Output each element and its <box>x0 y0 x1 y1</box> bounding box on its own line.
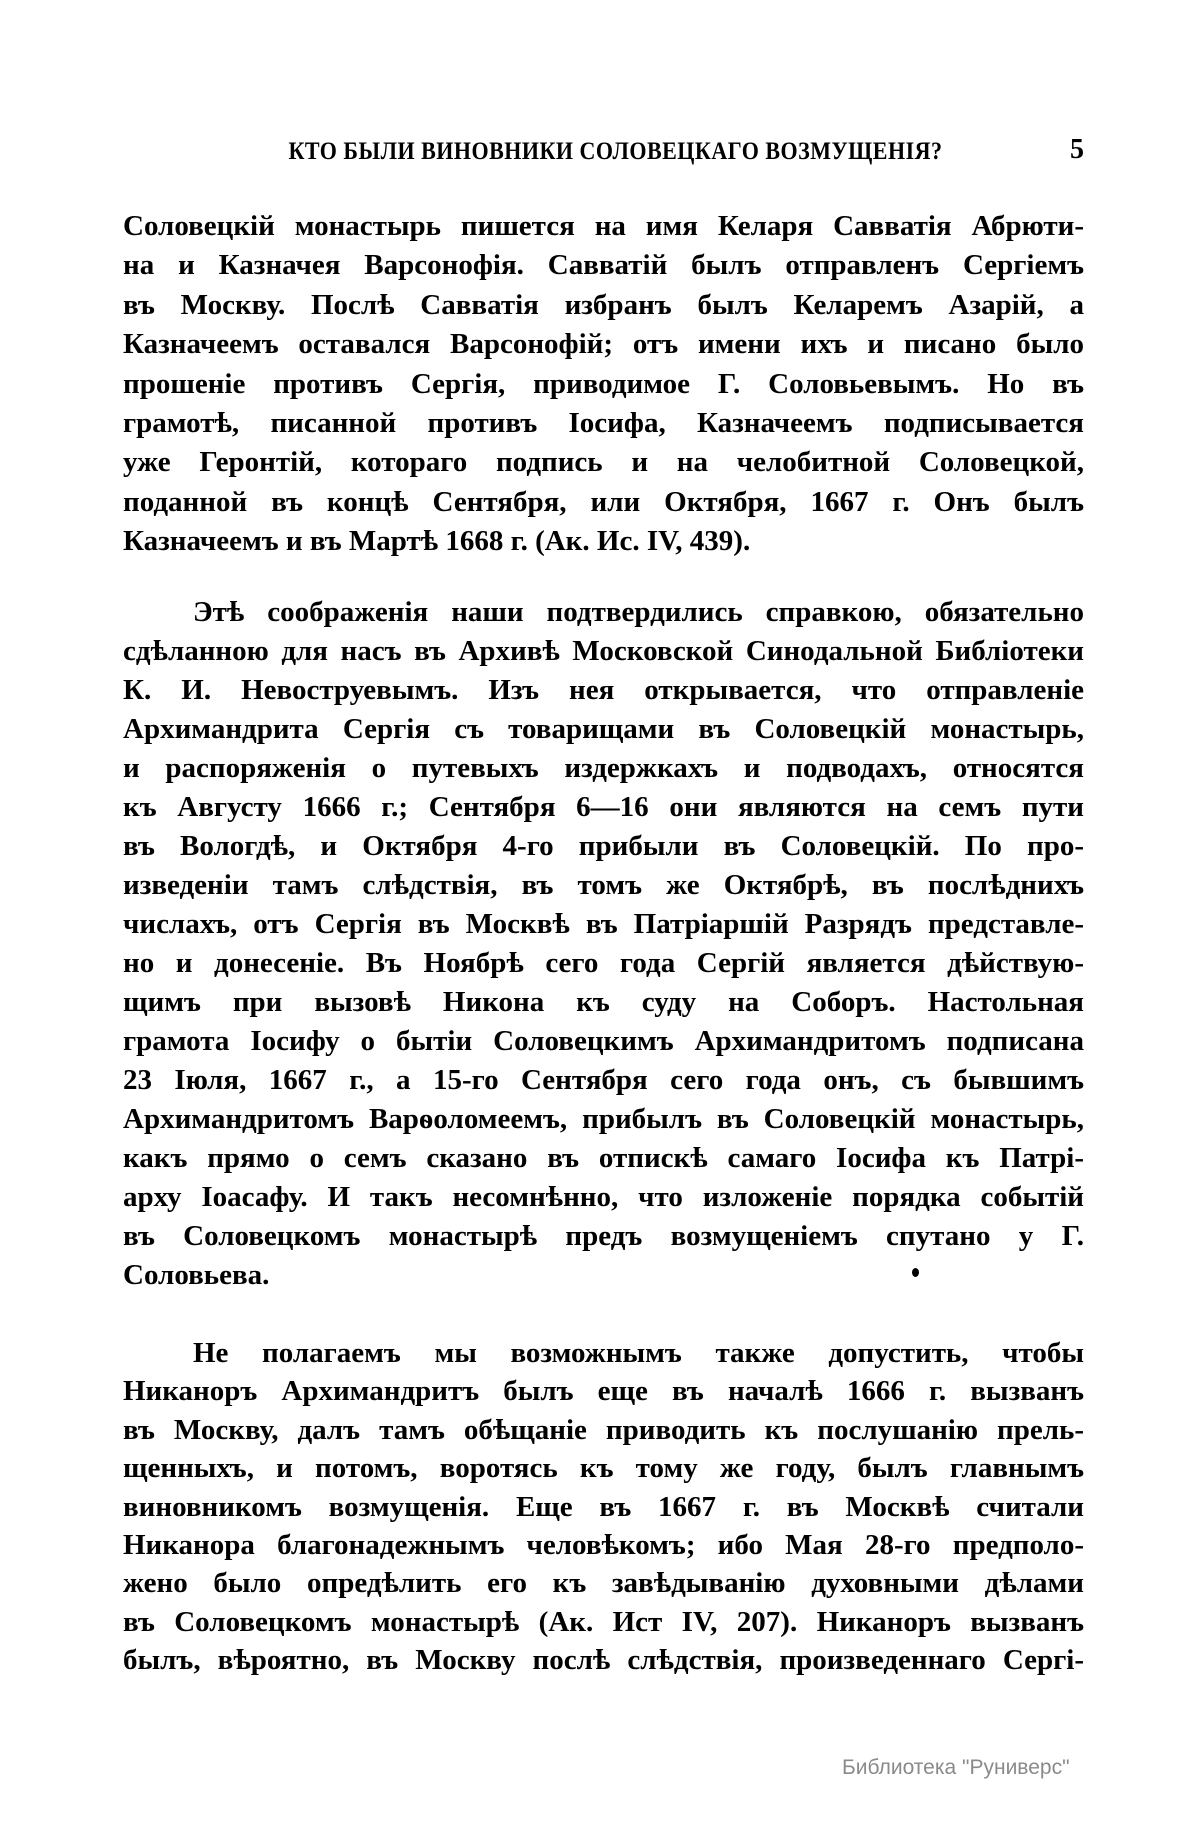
text-line: числахъ, отъ Сергія въ Москвѣ въ Патріаршій Разрядъ представле- <box>123 908 1084 940</box>
text-line: изведеніи тамъ слѣдствія, въ томъ же Октябрѣ, въ послѣднихъ <box>123 869 1084 901</box>
paragraph-2 <box>123 593 1084 1295</box>
paragraph-3 <box>123 1334 1084 1680</box>
text-line: въ Соловецкомъ монастырѣ (Ак. Ист IV, 207). Никаноръ вызванъ <box>123 1605 1084 1638</box>
text-line: былъ, вѣроятно, въ Москву послѣ слѣдствія, произведеннаго Сергі- <box>123 1644 1084 1677</box>
text-line: сдѣланною для насъ въ Архивѣ Московской Синодальной Библіотеки <box>123 635 1084 667</box>
print-mark-dot <box>912 1268 919 1277</box>
text-line: но и донесеніе. Въ Ноябрѣ сего года Сергій является дѣйствую- <box>123 947 1084 979</box>
text-line: и распоряженія о путевыхъ издержкахъ и подводахъ, относятся <box>123 752 1084 784</box>
text-line: Никаноръ Архимандритъ былъ еще въ началѣ 1666 г. вызванъ <box>123 1375 1084 1408</box>
text-line: въ Вологдѣ, и Октября 4-го прибыли въ Соловецкій. По про- <box>123 830 1084 862</box>
text-line: Архимандрита Сергія съ товарищами въ Соловецкій монастырь, <box>123 713 1084 745</box>
text-line: виновникомъ возмущенія. Еще въ 1667 г. въ Москвѣ считали <box>123 1490 1084 1523</box>
library-watermark: Библиотека "Руниверс" <box>842 1756 1070 1779</box>
text-line: К. И. Невоструевымъ. Изъ нея открывается, что отправленіе <box>123 674 1084 706</box>
text-line: какъ прямо о семъ сказано въ отпискѣ самаго Іосифа къ Патрі- <box>123 1142 1084 1174</box>
text-line: арху Іоасафу. И такъ несомнѣнно, что изложеніе порядка событій <box>123 1181 1084 1213</box>
text-line: прошеніе противъ Сергія, приводимое Г. Соловьевымъ. Но въ <box>123 367 1084 400</box>
text-line: къ Августу 1666 г.; Сентября 6—16 они являются на семъ пути <box>123 791 1084 823</box>
text-line: Соловецкій монастырь пишется на имя Келаря Савватія Абрюти- <box>123 210 1084 242</box>
text-line: щимъ при вызовѣ Никона къ суду на Соборъ. Настольная <box>123 986 1084 1018</box>
text-line: Соловьева. <box>123 1259 270 1291</box>
text-line: уже Геронтій, котораго подпись и на челобитной Соловецкой, <box>123 446 1084 479</box>
text-line: грамотѣ, писанной противъ Іосифа, Казначеемъ подписывается <box>123 407 1084 440</box>
text-line: Архимандритомъ Варѳоломеемъ, прибылъ въ Соловецкій монастырь, <box>123 1103 1084 1135</box>
text-line: въ Москву, далъ тамъ обѣщаніе приводить къ послушанію прель- <box>123 1413 1084 1446</box>
text-line: Казначеемъ оставался Варсонофій; отъ имени ихъ и писано было <box>123 328 1084 361</box>
text-line: въ Москву. Послѣ Савватія избранъ былъ Келаремъ Азарій, а <box>123 288 1084 321</box>
text-line: Этѣ соображенія наши подтвердились справкою, обязательно <box>193 596 1084 628</box>
text-line: щенныхъ, и потомъ, воротясь къ тому же году, былъ главнымъ <box>123 1452 1084 1485</box>
text-line: жено было опредѣлить его къ завѣдыванію духовными дѣлами <box>123 1567 1084 1600</box>
text-line: въ Соловецкомъ монастырѣ предъ возмущеніемъ спутано у Г. <box>123 1220 1084 1252</box>
running-title: КТО БЫЛИ ВИНОВНИКИ СОЛОВЕЦКАГО ВОЗМУЩЕНІЯ? <box>288 136 943 165</box>
text-line: грамота Іосифу о бытіи Соловецкимъ Архимандритомъ подписана <box>123 1025 1084 1057</box>
text-line: на и Казначея Варсонофія. Савватій былъ отправленъ Сергіемъ <box>123 249 1084 282</box>
text-line: Никанора благонадежнымъ человѣкомъ; ибо Мая 28-го предполо- <box>123 1529 1084 1562</box>
paragraph-1 <box>123 207 1084 562</box>
text-line: 23 Іюля, 1667 г., а 15-го Сентября сего года онъ, съ бывшимъ <box>123 1064 1084 1096</box>
text-line: Казначеемъ и въ Мартѣ 1668 г. (Ак. Ис. IV, 439). <box>123 525 751 558</box>
text-line: поданной въ концѣ Сентября, или Октября, 1667 г. Онъ былъ <box>123 485 1084 518</box>
page-number: 5 <box>1070 134 1084 165</box>
text-line: Не полагаемъ мы возможнымъ также допустить, чтобы <box>193 1337 1084 1369</box>
